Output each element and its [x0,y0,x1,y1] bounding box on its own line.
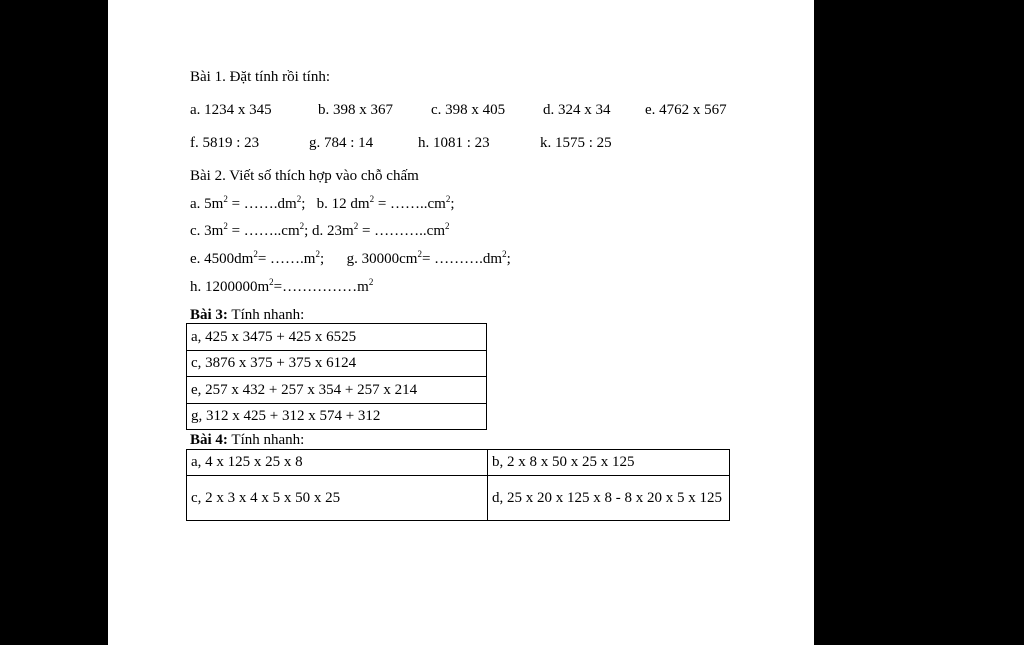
table-cell: c, 3876 x 375 + 375 x 6124 [187,351,487,377]
exercise-4-title: Bài 4: Tính nhanh: [190,432,305,448]
exercise-4-table [186,449,730,521]
exercise-1a: a. 1234 x 345 [190,102,272,118]
table-row [187,324,487,351]
table-cell: e, 257 x 432 + 257 x 354 + 257 x 214 [187,377,487,404]
exercise-1g: g. 784 : 14 [309,135,374,151]
exercise-3-table [186,323,487,430]
exercise-2-title: Bài 2. Viết số thích hợp vào chỗ chấm [190,168,419,184]
table-row [187,351,487,377]
exercise-1-title: Bài 1. Đặt tính rồi tính: [190,69,330,85]
exercise-1e: e. 4762 x 567 [645,102,727,118]
exercise-1k: k. 1575 : 25 [540,135,612,151]
table-cell: b, 2 x 8 x 50 x 25 x 125 [488,450,730,476]
exercise-2-line-2: c. $3m^2$ = $\dots\dots..cm^2$; d. $23m^2$ = $\dots\dots\dots..cm^2$ [190,221,450,239]
exercise-1c: c. 398 x 405 [431,102,506,118]
table-cell: g, 312 x 425 + 312 x 574 + 312 [187,404,487,430]
table-row [187,450,730,476]
exercise-2-line-4: h. $1200000m^2=\dots\dots\dots\dots\dots m^2$ [190,277,374,295]
exercise-3-title: Bài 3: Tính nhanh: [190,307,305,323]
table-cell: a, 425 x 3475 + 425 x 6525 [187,324,487,351]
exercise-2-line-3: e. $4500dm^2=$ $\dots\dots.m^2$; g. $30000cm^2=$ $\dots\dots\dots.dm^2$; [190,249,511,267]
table-row [187,476,730,521]
table-row [187,377,487,404]
table-cell: a, 4 x 125 x 25 x 8 [187,450,488,476]
table-cell: c, 2 x 3 x 4 x 5 x 50 x 25 [187,476,488,521]
exercise-2-line-1: a. $5m^2$ = $\dots\dots.dm^2$; b. 12 $dm^2$ = $\dots\dots..cm^2$; [190,194,455,212]
exercise-1h: h. 1081 : 23 [418,135,490,151]
document-page [108,0,814,645]
table-cell: d, 25 x 20 x 125 x 8 - 8 x 20 x 5 x 125 [488,476,730,521]
exercise-1f: f. 5819 : 23 [190,135,260,151]
table-row [187,404,487,430]
exercise-1b: b. 398 x 367 [318,102,393,118]
exercise-1d: d. 324 x 34 [543,102,611,118]
